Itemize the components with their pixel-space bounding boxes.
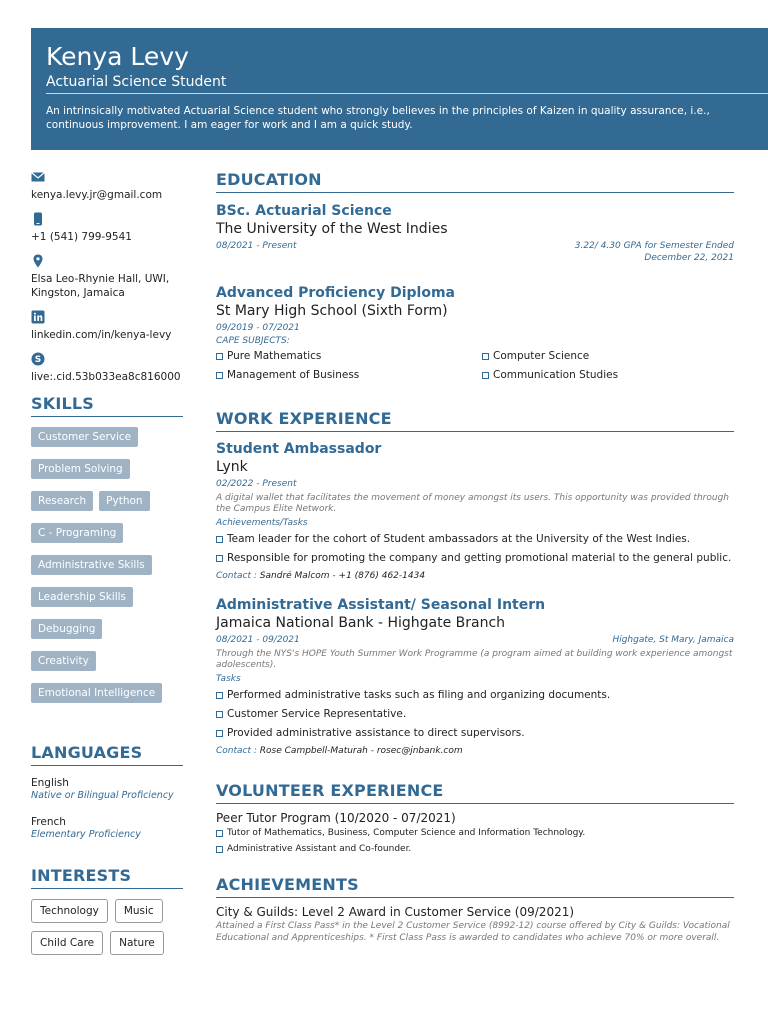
job-contact-name: Sandré Malcom bbox=[259, 571, 330, 581]
job-title: Administrative Assistant/ Seasonal Intern bbox=[216, 597, 546, 613]
work-title: WORK EXPERIENCE bbox=[216, 409, 734, 432]
job-description: Through the NYS's HOPE Youth Summer Work Programme (a program aimed at building work experience amongst adolescents). bbox=[216, 648, 733, 670]
job-contact bbox=[216, 570, 734, 582]
gpa-note bbox=[564, 241, 734, 264]
job-bullet: Performed administrative tasks such as filing and organizing documents. bbox=[216, 688, 734, 702]
interest-tag: Child Care bbox=[31, 931, 103, 955]
skill-tag: Customer Service bbox=[31, 427, 138, 447]
job-description: A digital wallet that facilitates the movement of money amongst its users. This opportunity was provided through the Campus Elite Network. bbox=[216, 492, 729, 514]
education-entry bbox=[216, 284, 734, 387]
volunteer-heading: Peer Tutor Program (10/2020 - 07/2021) bbox=[216, 811, 456, 825]
contact-phone[interactable]: +1 (541) 799-9541 bbox=[31, 231, 132, 243]
job-contact-label: Contact : bbox=[216, 746, 257, 756]
job-bullets bbox=[216, 532, 734, 565]
degree-title: Advanced Proficiency Diploma bbox=[216, 285, 455, 301]
envelope-icon bbox=[31, 170, 45, 184]
skills-title: SKILLS bbox=[31, 394, 183, 417]
interest-tag: Technology bbox=[31, 899, 108, 923]
contact-skype[interactable]: live:.cid.53b033ea8c816000 bbox=[31, 371, 181, 383]
subject-item: Communication Studies bbox=[482, 368, 734, 382]
education-dates: 08/2021 - Present bbox=[216, 241, 297, 251]
skill-tag: Leadership Skills bbox=[31, 587, 133, 607]
job-dates: 02/2022 - Present bbox=[216, 479, 297, 489]
job-contact-label: Contact : bbox=[216, 571, 257, 581]
job-location: Highgate, St Mary, Jamaica bbox=[612, 635, 734, 645]
gpa-note-line1: 3.22/ 4.30 GPA for Semester Ended bbox=[574, 241, 734, 251]
job-title: Student Ambassador bbox=[216, 441, 382, 457]
volunteer-section bbox=[216, 781, 734, 855]
degree-title: BSc. Actuarial Science bbox=[216, 203, 392, 219]
interest-tag: Nature bbox=[110, 931, 164, 955]
contact-email[interactable]: kenya.levy.jr@gmail.com bbox=[31, 189, 163, 201]
volunteer-bullet: Administrative Assistant and Co-founder. bbox=[216, 843, 734, 855]
skills-section bbox=[31, 394, 183, 703]
job-entry bbox=[216, 596, 734, 757]
job-contact-detail[interactable]: rosec@jnbank.com bbox=[376, 746, 463, 756]
svg-text:S: S bbox=[34, 355, 42, 366]
linkedin-icon bbox=[31, 310, 45, 324]
job-contact-sep: - bbox=[329, 571, 339, 581]
skill-tag: Administrative Skills bbox=[31, 555, 152, 575]
achievements-section bbox=[216, 875, 734, 944]
candidate-name: Kenya Levy bbox=[46, 42, 189, 71]
skill-tag: Research bbox=[31, 491, 93, 511]
interests-list bbox=[31, 899, 183, 955]
skill-tag: C - Programing bbox=[31, 523, 123, 543]
achievements-title: ACHIEVEMENTS bbox=[216, 875, 734, 898]
interests-title: INTERESTS bbox=[31, 866, 183, 889]
languages-title: LANGUAGES bbox=[31, 743, 183, 766]
subject-item: Management of Business bbox=[216, 368, 468, 382]
school-name: The University of the West Indies bbox=[216, 221, 448, 237]
job-bullet: Provided administrative assistance to direct supervisors. bbox=[216, 726, 734, 740]
job-org: Jamaica National Bank - Highgate Branch bbox=[216, 615, 506, 631]
subject-item: Computer Science bbox=[482, 349, 734, 363]
skill-tag: Emotional Intelligence bbox=[31, 683, 162, 703]
phone-icon bbox=[31, 212, 45, 226]
left-column bbox=[31, 170, 183, 963]
contact-address: Elsa Leo-Rhynie Hall, UWI, Kingston, Jamaica bbox=[31, 273, 170, 299]
volunteer-bullet: Tutor of Mathematics, Business, Computer Science and Information Technology. bbox=[216, 827, 734, 839]
job-dates: 08/2021 - 09/2021 bbox=[216, 635, 300, 645]
summary-text: An intrinsically motivated Actuarial Science student who strongly believes in the principles of Kaizen in quality assurance, i.e., continuous improvement. I am eager for work and I am a quick study. bbox=[46, 105, 710, 131]
language-level: Native or Bilingual Proficiency bbox=[31, 790, 174, 801]
contact-block bbox=[31, 170, 183, 384]
language-name: French bbox=[31, 816, 66, 828]
skill-tag: Creativity bbox=[31, 651, 96, 671]
right-column bbox=[216, 170, 734, 944]
skill-tag: Debugging bbox=[31, 619, 102, 639]
job-bullet: Responsible for promoting the company and getting promotional material to the general public. bbox=[216, 551, 734, 565]
language-level: Elementary Proficiency bbox=[31, 829, 141, 840]
work-section bbox=[216, 409, 734, 757]
volunteer-title: VOLUNTEER EXPERIENCE bbox=[216, 781, 734, 804]
job-entry bbox=[216, 440, 734, 582]
volunteer-bullets bbox=[216, 827, 734, 855]
job-contact-detail: +1 (876) 462-1434 bbox=[338, 571, 426, 581]
job-sub-label: Achievements/Tasks bbox=[216, 517, 308, 528]
school-name: St Mary High School (Sixth Form) bbox=[216, 303, 448, 319]
language-name: English bbox=[31, 777, 69, 789]
job-meta bbox=[216, 479, 734, 491]
job-contact bbox=[216, 745, 734, 757]
education-meta bbox=[216, 323, 734, 335]
job-bullets bbox=[216, 688, 734, 740]
contact-linkedin[interactable]: linkedin.com/in/kenya-levy bbox=[31, 329, 172, 341]
resume-header bbox=[31, 28, 768, 150]
education-entry bbox=[216, 202, 734, 264]
interest-tag: Music bbox=[115, 899, 163, 923]
job-bullet: Team leader for the cohort of Student ambassadors at the University of the West Indies. bbox=[216, 532, 734, 546]
location-pin-icon bbox=[31, 254, 45, 268]
education-dates: 09/2019 - 07/2021 bbox=[216, 323, 300, 333]
job-bullet: Customer Service Representative. bbox=[216, 707, 734, 721]
subjects-label: CAPE SUBJECTS: bbox=[216, 335, 290, 346]
skills-list bbox=[31, 427, 183, 703]
education-title: EDUCATION bbox=[216, 170, 734, 193]
languages-section bbox=[31, 743, 183, 841]
achievement-description: Attained a First Class Pass* in the Level 2 Customer Service (8992-12) course offered by City & Guilds: Vocational Educational and Apprenticeships. * First Class Pass is awarded to candidates who achieve 70% or more overall. bbox=[216, 921, 730, 943]
job-contact-name: Rose Campbell-Maturah bbox=[259, 746, 368, 756]
subjects-list bbox=[216, 349, 734, 387]
education-section bbox=[216, 170, 734, 387]
candidate-role: Actuarial Science Student bbox=[46, 73, 768, 94]
skype-icon bbox=[31, 352, 45, 366]
interests-section bbox=[31, 866, 183, 955]
subject-item: Pure Mathematics bbox=[216, 349, 468, 363]
gpa-note-line2: December 22, 2021 bbox=[644, 252, 734, 263]
skill-tag: Problem Solving bbox=[31, 459, 130, 479]
education-meta bbox=[216, 241, 734, 264]
job-meta bbox=[216, 635, 734, 647]
job-org: Lynk bbox=[216, 459, 248, 475]
job-contact-sep: - bbox=[367, 746, 377, 756]
achievement-heading: City & Guilds: Level 2 Award in Customer Service (09/2021) bbox=[216, 905, 575, 919]
skill-tag: Python bbox=[99, 491, 149, 511]
job-sub-label: Tasks bbox=[216, 673, 241, 684]
